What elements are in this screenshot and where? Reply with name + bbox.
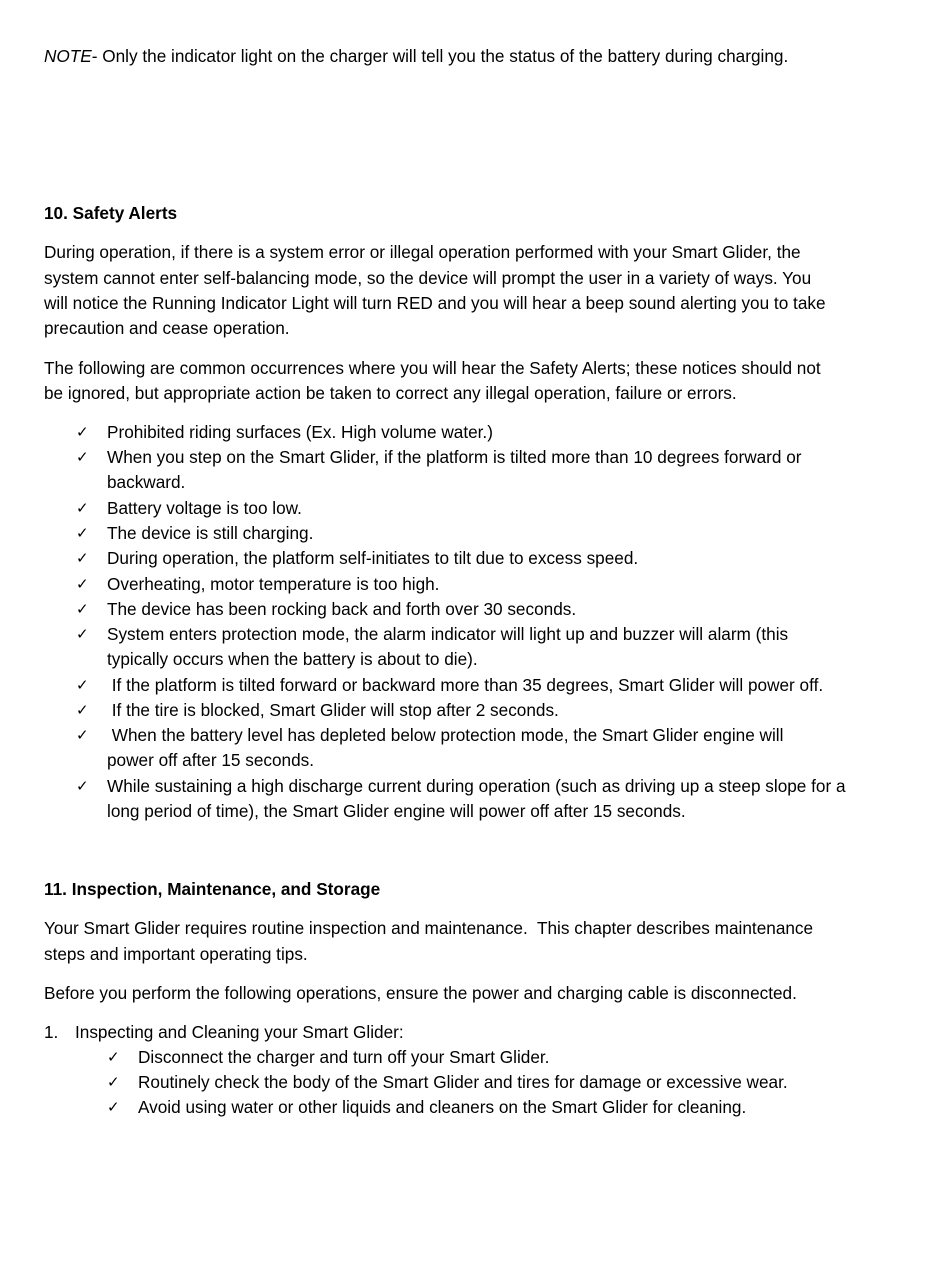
list-item-text: Routinely check the body of the Smart Glider and tires for damage or excessive wear. (138, 1072, 788, 1092)
list-item-text: Battery voltage is too low. (107, 498, 302, 518)
paragraph-line: During operation, if there is a system error or illegal operation performed with your Smart Glider, the (44, 242, 801, 262)
checkmark-icon: ✓ (76, 777, 89, 795)
note-paragraph (44, 44, 788, 69)
numbered-item-number: 1. (44, 1022, 59, 1042)
list-item-text: Disconnect the charger and turn off your Smart Glider. (138, 1047, 550, 1067)
paragraph-line: The following are common occurrences where you will hear the Safety Alerts; these notices should not (44, 357, 821, 378)
paragraph-line: will notice the Running Indicator Light will turn RED and you will hear a beep sound alerting you to take (44, 293, 826, 313)
list-item-text: The device has been rocking back and forth over 30 seconds. (107, 599, 577, 619)
section-11-paragraph-2: Before you perform the following operations, ensure the power and charging cable is disconnected. (44, 983, 797, 1003)
list-item-text: The device is still charging. (107, 523, 314, 543)
list-item-text: power off after 15 seconds. (107, 750, 315, 771)
checkmark-icon: ✓ (76, 701, 89, 719)
checkmark-icon: ✓ (76, 625, 89, 643)
checkmark-icon: ✓ (76, 575, 89, 593)
list-item-text: If the platform is tilted forward or backward more than 35 degrees, Smart Glider will power off. (107, 675, 824, 695)
checkmark-icon: ✓ (76, 726, 89, 744)
paragraph-line: precaution and cease operation. (44, 318, 290, 338)
list-item-text: System enters protection mode, the alarm indicator will light up and buzzer will alarm (this (107, 624, 789, 644)
list-item-text: Avoid using water or other liquids and cleaners on the Smart Glider for cleaning. (138, 1097, 747, 1117)
paragraph-line: be ignored, but appropriate action be taken to correct any illegal operation, failure or errors. (44, 383, 737, 403)
list-item-text: When you step on the Smart Glider, if the platform is tilted more than 10 degrees forward or (107, 447, 802, 467)
list-item-text: long period of time), the Smart Glider engine will power off after 15 seconds. (107, 801, 686, 822)
checkmark-icon: ✓ (107, 1098, 120, 1116)
checkmark-icon: ✓ (76, 423, 89, 441)
list-item-text: While sustaining a high discharge current during operation (such as driving up a steep slope for a (107, 776, 846, 796)
paragraph-line: steps and important operating tips. (44, 943, 308, 964)
checkmark-icon: ✓ (107, 1048, 120, 1066)
checkmark-icon: ✓ (76, 524, 89, 542)
section-10-heading: 10. Safety Alerts (44, 203, 178, 223)
checkmark-icon: ✓ (76, 499, 89, 517)
list-item-text: Overheating, motor temperature is too high. (107, 574, 440, 594)
list-item-text: If the tire is blocked, Smart Glider will stop after 2 seconds. (107, 700, 559, 720)
section-11-heading: 11. Inspection, Maintenance, and Storage (44, 879, 381, 899)
list-item-text: typically occurs when the battery is about to die). (107, 649, 478, 670)
checkmark-icon: ✓ (76, 549, 89, 567)
checkmark-icon: ✓ (76, 600, 89, 618)
checkmark-icon: ✓ (107, 1073, 120, 1091)
note-label: NOTE (44, 46, 92, 66)
list-item-text: backward. (107, 472, 186, 493)
paragraph-line: Your Smart Glider requires routine inspection and maintenance. This chapter describes maintenance (44, 918, 814, 938)
checkmark-icon: ✓ (76, 676, 89, 694)
note-text: - Only the indicator light on the charger will tell you the status of the battery during charging. (91, 46, 789, 66)
list-item-text: During operation, the platform self-initiates to tilt due to excess speed. (107, 548, 639, 568)
checkmark-icon: ✓ (76, 448, 89, 466)
list-item-text: When the battery level has depleted below protection mode, the Smart Glider engine will (107, 725, 784, 745)
numbered-item-label: Inspecting and Cleaning your Smart Glider: (75, 1022, 404, 1042)
paragraph-line: system cannot enter self-balancing mode, so the device will prompt the user in a variety of ways. You (44, 267, 812, 288)
list-item-text: Prohibited riding surfaces (Ex. High volume water.) (107, 422, 493, 442)
